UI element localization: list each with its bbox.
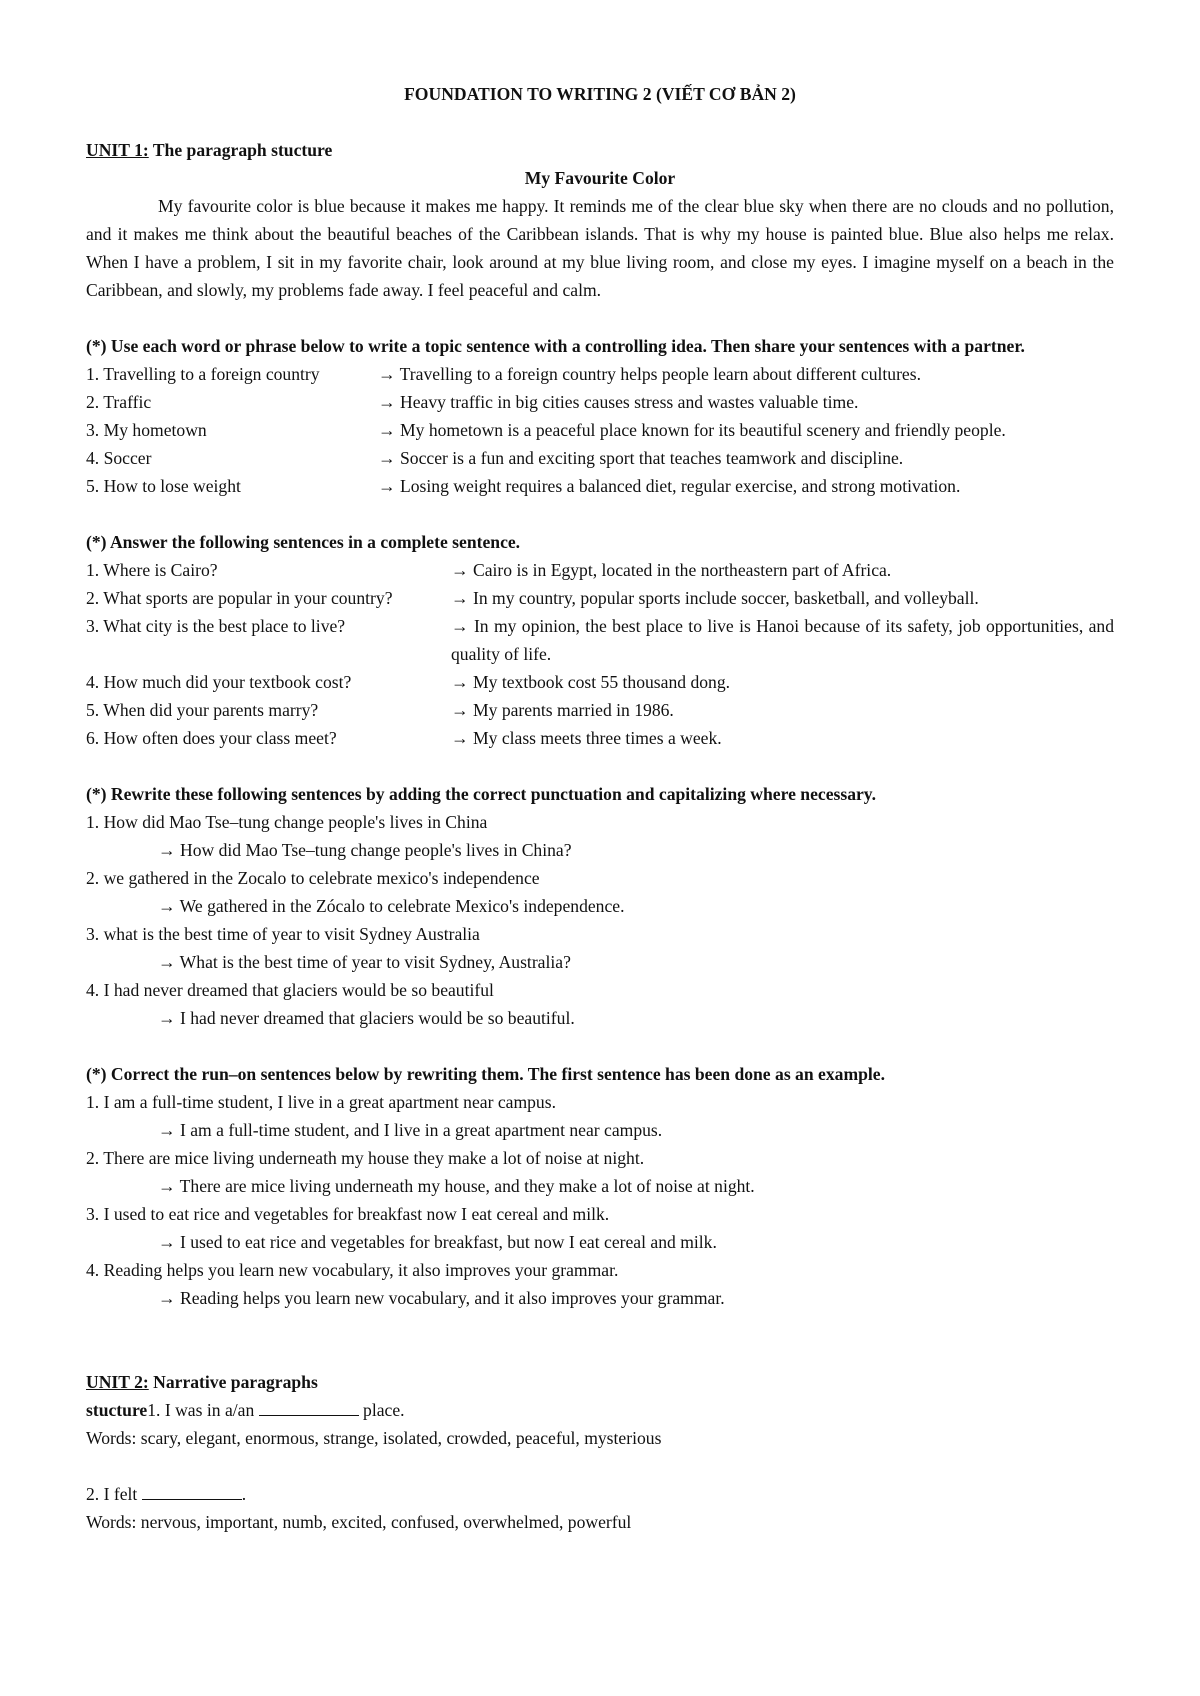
question: 3. I used to eat rice and vegetables for breakfast now I eat cereal and milk.: [86, 1204, 610, 1224]
item1-words: Words: scary, elegant, enormous, strange, isolated, crowded, peaceful, mysterious: [86, 1428, 662, 1448]
document-content: [86, 80, 1114, 1536]
question: 1. Where is Cairo?: [86, 560, 218, 580]
question: 2. What sports are popular in your country?: [86, 588, 393, 608]
paragraph-title: My Favourite Color: [524, 168, 676, 188]
question: 2. we gathered in the Zocalo to celebrate mexico's independence: [86, 868, 540, 888]
list-item: [86, 416, 1114, 444]
list-item: [86, 388, 1114, 416]
ex2-instruction: (*) Answer the following sentences in a complete sentence.: [86, 532, 521, 552]
answer: → I had never dreamed that glaciers would be so beautiful.: [158, 1008, 575, 1028]
unit2-item1: [86, 1396, 1114, 1424]
answer: → Reading helps you learn new vocabulary, and it also improves your grammar.: [158, 1288, 725, 1308]
item2-words: Words: nervous, important, numb, excited, confused, overwhelmed, powerful: [86, 1512, 632, 1532]
answer: → My parents married in 1986.: [451, 700, 674, 720]
ex3-instruction: (*) Rewrite these following sentences by adding the correct punctuation and capitalizing where necessary.: [86, 784, 877, 804]
fill-blank: [142, 1481, 242, 1500]
answer: → Cairo is in Egypt, located in the northeastern part of Africa.: [451, 560, 892, 580]
answer: → Losing weight requires a balanced diet, regular exercise, and strong motivation.: [378, 476, 961, 496]
list-item: [86, 444, 1114, 472]
item2-text: 2. I felt: [86, 1484, 142, 1504]
question: 4. Soccer: [86, 448, 152, 468]
answer: → I am a full-time student, and I live in a great apartment near campus.: [158, 1120, 663, 1140]
question: 4. Reading helps you learn new vocabulary, it also improves your grammar.: [86, 1260, 619, 1280]
answer: → I used to eat rice and vegetables for breakfast, but now I eat cereal and milk.: [158, 1232, 717, 1252]
item1-text-end: place.: [358, 1400, 405, 1420]
fill-blank: [259, 1397, 359, 1416]
list-item: [86, 696, 1114, 724]
question: 1. How did Mao Tse–tung change people's lives in China: [86, 812, 488, 832]
question: 3. What city is the best place to live?: [86, 616, 346, 636]
unit2-item2: [86, 1480, 1114, 1508]
list-item: [86, 472, 1114, 500]
question: 4. I had never dreamed that glaciers would be so beautiful: [86, 980, 494, 1000]
answer: → In my country, popular sports include soccer, basketball, and volleyball.: [451, 588, 979, 608]
list-item: [86, 724, 1114, 752]
list-item: [86, 668, 1114, 696]
answer: → My textbook cost 55 thousand dong.: [451, 672, 731, 692]
question: 2. Traffic: [86, 392, 152, 412]
question: 1. Travelling to a foreign country: [86, 364, 320, 384]
question: 2. There are mice living underneath my house they make a lot of noise at night.: [86, 1148, 645, 1168]
answer: → My class meets three times a week.: [451, 728, 722, 748]
unit1-title: The paragraph stucture: [148, 140, 333, 160]
item1-text: 1. I was in a/an: [147, 1400, 259, 1420]
answer: → My hometown is a peaceful place known for its beautiful scenery and friendly people.: [378, 420, 1006, 440]
question: 5. When did your parents marry?: [86, 700, 319, 720]
list-item: [86, 360, 1114, 388]
unit2-heading: [86, 1368, 1114, 1396]
answer: → Travelling to a foreign country helps people learn about different cultures.: [378, 364, 921, 384]
stucture-label: stucture: [86, 1400, 148, 1420]
unit2-label: UNIT 2:: [86, 1372, 149, 1392]
document-title: FOUNDATION TO WRITING 2 (VIẾT CƠ BẢN 2): [404, 84, 796, 104]
unit2-title: Narrative paragraphs: [148, 1372, 318, 1392]
item2-text-end: .: [241, 1484, 247, 1504]
sample-paragraph: My favourite color is blue because it makes me happy. It reminds me of the clear blue sky when there are no clouds and no pollution, and it makes me think about the beautiful beaches of the Caribbean islands. That is why my house is painted blue. Blue also helps me relax. When I have a problem, I sit in my favorite chair, look around at my blue living room, and close my eyes. I imagine myself on a beach in the Caribbean, and slowly, my problems fade away. I feel peaceful and calm.: [86, 196, 1114, 300]
answer: → There are mice living underneath my house, and they make a lot of noise at night.: [158, 1176, 755, 1196]
ex4-instruction: (*) Correct the run–on sentences below by rewriting them. The first sentence has been done as an example.: [86, 1064, 885, 1084]
answer: → We gathered in the Zócalo to celebrate Mexico's independence.: [158, 896, 625, 916]
question: 6. How often does your class meet?: [86, 728, 337, 748]
answer: → Heavy traffic in big cities causes stress and wastes valuable time.: [378, 392, 859, 412]
unit1-label: UNIT 1:: [86, 140, 149, 160]
ex1-instruction: (*) Use each word or phrase below to write a topic sentence with a controlling idea. Then share your sentences with a partner.: [86, 336, 1025, 356]
question: 3. My hometown: [86, 420, 207, 440]
unit1-heading: [86, 136, 1114, 164]
question: 5. How to lose weight: [86, 476, 241, 496]
list-item: [86, 584, 1114, 612]
answer: → In my opinion, the best place to live is Hanoi because of its safety, job opportunities, and quality of life.: [451, 616, 1114, 664]
answer: → Soccer is a fun and exciting sport that teaches teamwork and discipline.: [378, 448, 904, 468]
answer: → What is the best time of year to visit Sydney, Australia?: [158, 952, 571, 972]
question: 4. How much did your textbook cost?: [86, 672, 352, 692]
list-item: [86, 612, 1114, 668]
question: 3. what is the best time of year to visit Sydney Australia: [86, 924, 480, 944]
question: 1. I am a full-time student, I live in a great apartment near campus.: [86, 1092, 556, 1112]
list-item: [86, 556, 1114, 584]
answer: → How did Mao Tse–tung change people's lives in China?: [158, 840, 572, 860]
